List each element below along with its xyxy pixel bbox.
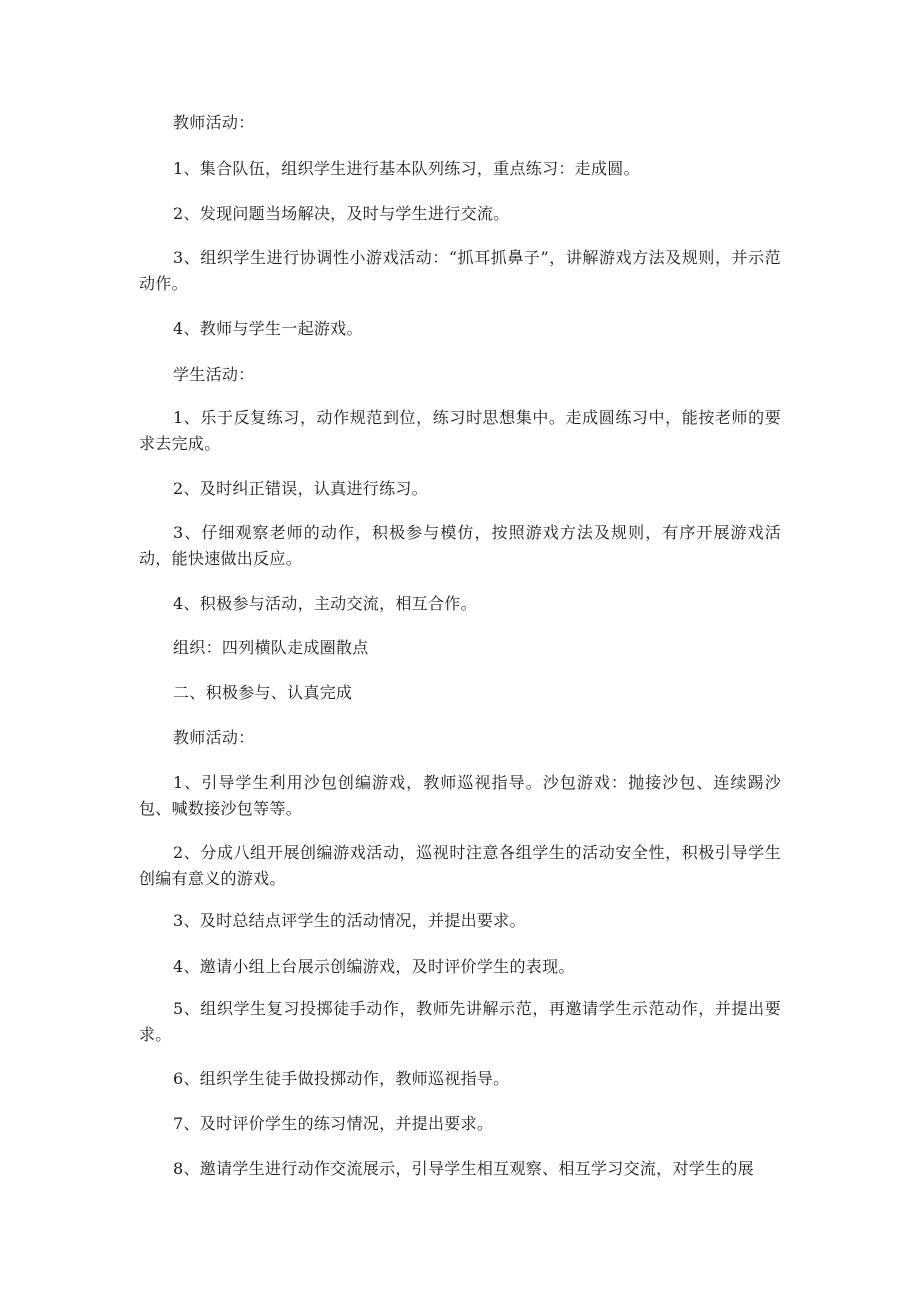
paragraph: 4、积极参与活动，主动交流，相互合作。 <box>173 594 477 613</box>
paragraph: 1、乐于反复练习，动作规范到位，练习时思想集中。走成圆练习中，能按老师的要求去完成。 <box>139 408 781 453</box>
paragraph-organization: 组织：四列横队走成圈散点 <box>173 638 369 657</box>
paragraph: 8、邀请学生进行动作交流展示，引导学生相互观察、相互学习交流，对学生的展 <box>173 1159 754 1178</box>
paragraph: 6、组织学生徒手做投掷动作，教师巡视指导。 <box>173 1069 510 1088</box>
paragraph: 1、集合队伍，组织学生进行基本队列练习，重点练习：走成圆。 <box>173 159 640 178</box>
paragraph: 4、教师与学生一起游戏。 <box>173 319 363 338</box>
paragraph: 2、分成八组开展创编游戏活动，巡视时注意各组学生的活动安全性，积极引导学生创编有意义的游戏。 <box>139 843 781 888</box>
paragraph: 3、仔细观察老师的动作，积极参与模仿，按照游戏方法及规则，有序开展游戏活动，能快速做出反应。 <box>139 523 781 568</box>
paragraph: 4、邀请小组上台展示创编游戏，及时评价学生的表现。 <box>173 957 575 976</box>
paragraph: 3、组织学生进行协调性小游戏活动：“抓耳抓鼻子”，讲解游戏方法及规则，并示范动作。 <box>139 248 781 293</box>
paragraph: 3、及时总结点评学生的活动情况，并提出要求。 <box>173 911 526 930</box>
paragraph-student-activity-heading: 学生活动： <box>173 365 255 384</box>
paragraph: 1、引导学生利用沙包创编游戏，教师巡视指导。沙包游戏：抛接沙包、连续踢沙包、喊数接沙包等等。 <box>139 773 781 818</box>
paragraph-teacher-activity-heading: 教师活动： <box>173 113 255 132</box>
paragraph: 7、及时评价学生的练习情况，并提出要求。 <box>173 1114 494 1133</box>
paragraph-teacher-activity-heading: 教师活动： <box>173 728 255 747</box>
paragraph: 2、及时纠正错误，认真进行练习。 <box>173 479 428 498</box>
paragraph: 5、组织学生复习投掷徒手动作，教师先讲解示范，再邀请学生示范动作，并提出要求。 <box>139 999 781 1044</box>
paragraph-section-heading: 二、积极参与、认真完成 <box>173 683 353 702</box>
paragraph: 2、发现问题当场解决，及时与学生进行交流。 <box>173 204 510 223</box>
